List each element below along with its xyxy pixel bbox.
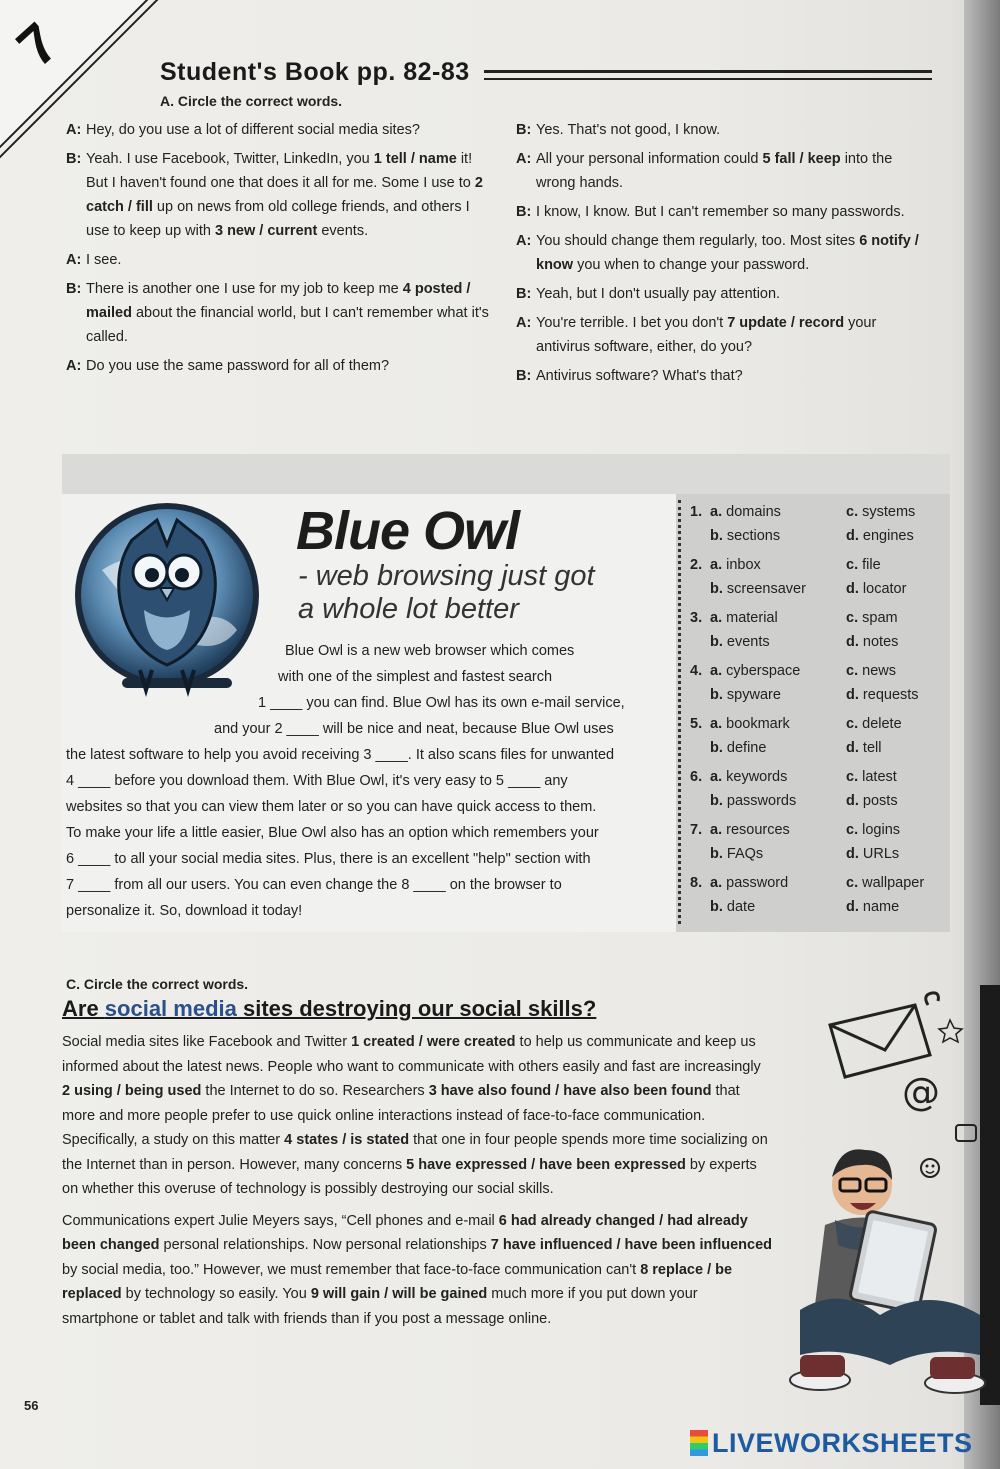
unit-number: 7 xyxy=(4,10,71,79)
dialogue-text: I know, I know. But I can't remember so many passwords. xyxy=(536,204,905,220)
option-letter: d. xyxy=(846,581,863,597)
logo-icon xyxy=(690,1430,708,1456)
section-c-instruction: C. Circle the correct words. xyxy=(66,976,249,992)
option-text: latest xyxy=(862,769,897,785)
cloze-line: personalize it. So, download it today! xyxy=(66,903,303,919)
option-d[interactable] xyxy=(846,740,881,756)
option-a[interactable] xyxy=(710,875,788,891)
option-letter: c. xyxy=(846,504,863,520)
option-text: news xyxy=(862,663,896,679)
article-body xyxy=(62,1030,772,1338)
option-letter: c. xyxy=(846,663,863,679)
option-d[interactable] xyxy=(846,634,898,650)
cloze-line: 4 ____ before you download them. With Blue Owl, it's very easy to 5 ____ any xyxy=(66,773,568,789)
option-d[interactable] xyxy=(846,528,914,544)
option-b[interactable] xyxy=(710,899,755,915)
man-with-tablet-illustration xyxy=(780,985,990,1425)
cloze-line: with one of the simplest and fastest search xyxy=(278,669,553,685)
logo-text: LIVEWORKSHEETS xyxy=(712,1428,973,1458)
brand-title: Blue Owl xyxy=(296,501,520,561)
option-letter: a. xyxy=(710,822,727,838)
option-text: screensaver xyxy=(726,581,806,597)
question-number: 1. xyxy=(690,504,703,520)
option-text: events xyxy=(726,634,770,650)
option-text: keywords xyxy=(726,769,788,785)
tagline-line: - web browsing just got xyxy=(298,560,595,592)
dialogue-line xyxy=(66,277,491,349)
option-a[interactable] xyxy=(710,504,781,520)
option-text: name xyxy=(862,899,900,915)
envelope-icon xyxy=(830,1005,930,1077)
option-c[interactable] xyxy=(846,504,915,520)
option-b[interactable] xyxy=(710,581,806,597)
dialogue-line xyxy=(66,147,491,243)
option-c[interactable] xyxy=(846,822,900,838)
dialogue-right-column xyxy=(516,118,921,393)
option-letter: b. xyxy=(710,740,727,756)
option-d[interactable] xyxy=(846,899,899,915)
option-text: requests xyxy=(862,687,919,703)
option-letter: b. xyxy=(710,899,727,915)
option-letter: a. xyxy=(710,610,727,626)
option-group xyxy=(690,716,940,769)
speaker-label: B: xyxy=(516,204,532,220)
option-text: engines xyxy=(862,528,914,544)
option-text: date xyxy=(726,899,756,915)
option-group xyxy=(690,610,940,663)
option-a[interactable] xyxy=(710,769,787,785)
option-a[interactable] xyxy=(710,610,778,626)
option-a[interactable] xyxy=(710,557,761,573)
option-a[interactable] xyxy=(710,716,790,732)
option-letter: c. xyxy=(846,610,863,626)
option-text: resources xyxy=(726,822,790,838)
speaker-label: A: xyxy=(516,315,532,331)
option-text: spam xyxy=(862,610,898,626)
section-a-instruction: A. Circle the correct words. xyxy=(160,93,343,109)
dialogue-text: Yeah, but I don't usually pay attention. xyxy=(536,286,781,302)
liveworksheets-logo xyxy=(690,1428,973,1459)
option-a[interactable] xyxy=(710,822,790,838)
dialogue-line xyxy=(66,118,491,142)
option-b[interactable] xyxy=(710,528,780,544)
option-text: password xyxy=(726,875,789,891)
option-text: posts xyxy=(862,793,898,809)
cloze-line: Blue Owl is a new web browser which comes xyxy=(285,643,575,659)
owl-globe-icon xyxy=(62,500,282,710)
option-text: wallpaper xyxy=(862,875,925,891)
dialogue-text: I see. xyxy=(86,252,122,268)
option-text: bookmark xyxy=(726,716,790,732)
dialogue-text: Antivirus software? What's that? xyxy=(536,368,743,384)
option-text: define xyxy=(726,740,767,756)
dialogue-line xyxy=(516,311,921,359)
dialogue-line xyxy=(516,229,921,277)
option-text: systems xyxy=(862,504,916,520)
option-letter: a. xyxy=(710,557,727,573)
page-title: Student's Book pp. 82-83 xyxy=(160,58,470,86)
option-b[interactable] xyxy=(710,740,766,756)
option-group xyxy=(690,769,940,822)
option-text: FAQs xyxy=(726,846,764,862)
speaker-label: B: xyxy=(66,281,82,297)
option-text: passwords xyxy=(726,793,797,809)
cloze-line: and your 2 ____ will be nice and neat, because Blue Owl uses xyxy=(214,721,614,737)
option-c[interactable] xyxy=(846,875,924,891)
option-letter: d. xyxy=(846,793,863,809)
article-title xyxy=(62,996,596,1022)
option-c[interactable] xyxy=(846,663,896,679)
tagline-line: a whole lot better xyxy=(298,593,519,625)
dialogue-line xyxy=(516,282,921,306)
option-text: notes xyxy=(862,634,899,650)
option-d[interactable] xyxy=(846,846,899,862)
option-letter: a. xyxy=(710,663,727,679)
option-letter: b. xyxy=(710,846,727,862)
option-letter: b. xyxy=(710,528,727,544)
option-text: sections xyxy=(726,528,781,544)
option-a[interactable] xyxy=(710,663,800,679)
option-d[interactable] xyxy=(846,793,898,809)
dialogue-text: You should change them regularly, too. Most sites 6 notify / know you when to change your password. xyxy=(536,233,919,273)
svg-text:@: @ xyxy=(902,1070,940,1114)
dialogue-line xyxy=(516,200,921,224)
page-number: 56 xyxy=(24,1398,39,1413)
speaker-label: A: xyxy=(66,252,82,268)
option-letter: d. xyxy=(846,528,863,544)
option-letter: b. xyxy=(710,687,727,703)
article-paragraph: Social media sites like Facebook and Twitter 1 created / were created to help us communicate and keep us informed about the latest news. People who want to communicate with others easily and fast are increasingly 2 using / being used the Internet to do so. Researchers 3 have also found / have also been found that more and more people prefer to use quick online interactions instead of face-to-face communication. Specifically, a study on this matter 4 states / is stated that one in four people spends more time socializing on the Internet than in person. However, many concerns 5 have expressed / have been expressed by experts on whether this overuse of technology is possibly destroying our social skills. xyxy=(62,1034,768,1197)
title-rule xyxy=(484,70,932,73)
dialogue-line xyxy=(516,118,921,142)
speaker-label: A: xyxy=(516,233,532,249)
option-text: domains xyxy=(726,504,781,520)
option-letter: d. xyxy=(846,634,863,650)
brand-tagline xyxy=(298,560,595,626)
dialogue-text: You're terrible. I bet you don't 7 update / record your antivirus software, either, do you? xyxy=(536,315,877,355)
title-highlight: social media xyxy=(104,996,237,1021)
option-c[interactable] xyxy=(846,769,897,785)
option-text: delete xyxy=(862,716,902,732)
option-text: file xyxy=(862,557,881,573)
option-letter: a. xyxy=(710,769,727,785)
option-group xyxy=(690,663,940,716)
option-letter: c. xyxy=(846,822,863,838)
option-letter: a. xyxy=(710,875,727,891)
speaker-label: A: xyxy=(66,358,82,374)
question-number: 2. xyxy=(690,557,703,573)
dialogue-text: Do you use the same password for all of them? xyxy=(86,358,390,374)
dialogue-text: There is another one I use for my job to keep me 4 posted / mailed about the financial world, but I can't remember what it's called. xyxy=(86,281,489,345)
option-group xyxy=(690,557,940,610)
title-rule xyxy=(484,78,932,80)
option-letter: b. xyxy=(710,793,727,809)
option-d[interactable] xyxy=(846,581,906,597)
dialogue-line xyxy=(516,364,921,388)
option-text: cyberspace xyxy=(726,663,801,679)
cloze-line: websites so that you can view them later or so you can have quick access to them. xyxy=(66,799,597,815)
speaker-label: A: xyxy=(516,151,532,167)
option-letter: a. xyxy=(710,716,727,732)
option-group xyxy=(690,822,940,875)
dialogue-text: All your personal information could 5 fall / keep into the wrong hands. xyxy=(536,151,893,191)
option-c[interactable] xyxy=(846,610,898,626)
option-text: spyware xyxy=(726,687,781,703)
option-b[interactable] xyxy=(710,634,770,650)
dialogue-line xyxy=(516,147,921,195)
option-group xyxy=(690,875,940,928)
question-number: 7. xyxy=(690,822,703,838)
cloze-line: 1 ____ you can find. Blue Owl has its own e-mail service, xyxy=(258,695,625,711)
option-text: tell xyxy=(862,740,882,756)
dialogue-line xyxy=(66,248,491,272)
article-paragraph: Communications expert Julie Meyers says, “Cell phones and e-mail 6 had already changed / had already been changed personal relationships. Now personal relationships 7 have influenced / have been influenced by social media, too.” However, we must remember that face-to-face communication can't 8 replace / be replaced by technology so easily. You 9 will gain / will be gained much more if you put down your smartphone or tablet and talk with friends than if you post a message online. xyxy=(62,1212,772,1327)
dialogue-line xyxy=(66,354,491,378)
dialogue-left-column xyxy=(66,118,491,383)
option-text: logins xyxy=(862,822,901,838)
option-text: inbox xyxy=(726,557,761,573)
option-c[interactable] xyxy=(846,716,902,732)
option-b[interactable] xyxy=(710,793,796,809)
question-number: 3. xyxy=(690,610,703,626)
speaker-label: B: xyxy=(66,151,82,167)
option-b[interactable] xyxy=(710,687,781,703)
dotted-divider xyxy=(678,500,681,924)
option-letter: d. xyxy=(846,740,863,756)
question-number: 5. xyxy=(690,716,703,732)
question-number: 8. xyxy=(690,875,703,891)
option-letter: b. xyxy=(710,634,727,650)
dialogue-text: Yes. That's not good, I know. xyxy=(536,122,721,138)
speaker-label: A: xyxy=(66,122,82,138)
option-d[interactable] xyxy=(846,687,919,703)
speaker-label: B: xyxy=(516,368,532,384)
option-text: material xyxy=(726,610,778,626)
dialogue-text: Hey, do you use a lot of different social media sites? xyxy=(86,122,420,138)
option-text: locator xyxy=(862,581,907,597)
cloze-line: To make your life a little easier, Blue Owl also has an option which remembers your xyxy=(66,825,599,841)
answer-options xyxy=(690,504,940,928)
question-number: 4. xyxy=(690,663,703,679)
option-letter: c. xyxy=(846,716,863,732)
option-b[interactable] xyxy=(710,846,763,862)
title-part: sites destroying our social skills? xyxy=(236,996,597,1021)
option-letter: d. xyxy=(846,687,863,703)
option-letter: c. xyxy=(846,769,863,785)
option-group xyxy=(690,504,940,557)
option-letter: a. xyxy=(710,504,727,520)
option-text: URLs xyxy=(862,846,900,862)
cloze-line: 6 ____ to all your social media sites. Plus, there is an excellent "help" section with xyxy=(66,851,591,867)
option-letter: b. xyxy=(710,581,727,597)
title-part: Are xyxy=(62,996,105,1021)
option-letter: d. xyxy=(846,846,863,862)
option-c[interactable] xyxy=(846,557,881,573)
option-letter: c. xyxy=(846,557,863,573)
cloze-line: 7 ____ from all our users. You can even change the 8 ____ on the browser to xyxy=(66,877,562,893)
option-letter: d. xyxy=(846,899,863,915)
speaker-label: B: xyxy=(516,286,532,302)
dialogue-text: Yeah. I use Facebook, Twitter, LinkedIn, you 1 tell / name it! But I haven't found one that does it all for me. Some I use to 2 catch / fill up on news from old college friends, and others I use to keep up with 3 new / current events. xyxy=(86,151,483,239)
question-number: 6. xyxy=(690,769,703,785)
option-letter: c. xyxy=(846,875,863,891)
cloze-line: the latest software to help you avoid receiving 3 ____. It also scans files for unwanted xyxy=(66,747,615,763)
speaker-label: B: xyxy=(516,122,532,138)
